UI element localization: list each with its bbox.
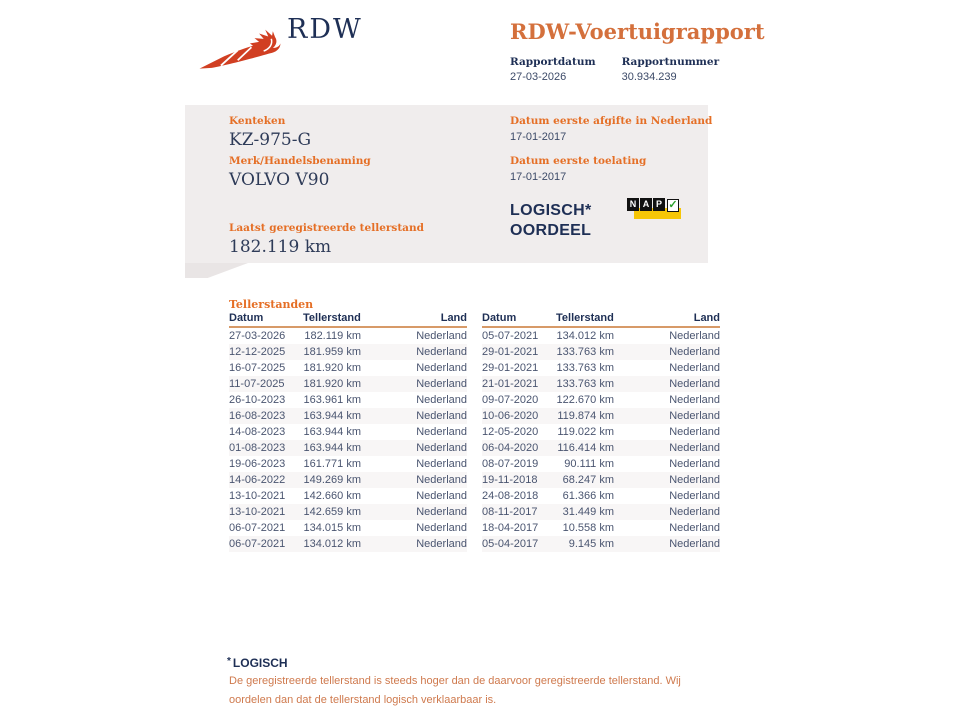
kenteken-field xyxy=(229,115,311,150)
cell-tellerstand-value: 122.670 km xyxy=(556,394,614,406)
merk-field xyxy=(229,155,371,190)
cell-tellerstand-value: 134.012 km xyxy=(303,538,361,550)
footnote-heading xyxy=(227,656,288,670)
cell-tellerstand-value: 133.763 km xyxy=(556,378,614,390)
column-header-tellerstand: Tellerstand xyxy=(556,312,614,324)
cell-tellerstand xyxy=(556,458,648,470)
cell-tellerstand-value: 182.119 km xyxy=(304,330,361,342)
cell-land: Nederland xyxy=(416,458,467,470)
cell-land: Nederland xyxy=(669,538,720,550)
cell-tellerstand xyxy=(556,474,648,486)
nap-letter-n: N xyxy=(627,198,639,211)
cell-land: Nederland xyxy=(669,346,720,358)
cell-land: Nederland xyxy=(669,410,720,422)
table-row xyxy=(229,360,467,376)
cell-tellerstand-value: 134.012 km xyxy=(556,330,614,342)
cell-tellerstand-value: 163.944 km xyxy=(303,410,361,422)
footnote-title: LOGISCH xyxy=(232,656,288,670)
cell-tellerstand xyxy=(556,346,648,358)
cell-datum: 26-10-2023 xyxy=(229,394,286,406)
table-row xyxy=(482,456,720,472)
table-row xyxy=(482,472,720,488)
afgifte-field xyxy=(510,115,712,143)
cell-tellerstand-value: 10.558 km xyxy=(562,522,614,534)
cell-tellerstand xyxy=(556,410,648,422)
merk-value: VOLVO V90 xyxy=(229,170,330,190)
cell-land: Nederland xyxy=(416,378,467,390)
cell-land: Nederland xyxy=(416,506,467,518)
cell-datum: 08-07-2019 xyxy=(482,458,539,470)
cell-tellerstand xyxy=(556,442,648,454)
report-date-value: 27-03-2026 xyxy=(510,71,567,83)
cell-land: Nederland xyxy=(669,378,720,390)
cell-land: Nederland xyxy=(416,362,467,374)
report-meta xyxy=(510,56,719,83)
table-row xyxy=(229,392,467,408)
tellerstand-value: 182.119 km xyxy=(229,237,332,257)
cell-datum: 01-08-2023 xyxy=(229,442,286,454)
toelating-label: Datum eerste toelating xyxy=(510,155,647,167)
cell-tellerstand-value: 163.961 km xyxy=(303,394,361,406)
verdict-line1: LOGISCH* xyxy=(510,202,592,219)
table-row xyxy=(229,408,467,424)
cell-land: Nederland xyxy=(669,426,720,438)
cell-land: Nederland xyxy=(669,442,720,454)
cell-tellerstand-value: 161.771 km xyxy=(303,458,361,470)
cell-land: Nederland xyxy=(669,330,720,342)
cell-land: Nederland xyxy=(416,522,467,534)
cell-land: Nederland xyxy=(669,522,720,534)
table-row xyxy=(482,360,720,376)
cell-tellerstand xyxy=(303,426,395,438)
table-row xyxy=(482,440,720,456)
cell-tellerstand xyxy=(303,394,395,406)
cell-tellerstand xyxy=(303,538,395,550)
cell-tellerstand-value: 181.959 km xyxy=(303,346,361,358)
table-row xyxy=(482,392,720,408)
cell-tellerstand-value: 133.763 km xyxy=(556,346,614,358)
cell-land: Nederland xyxy=(416,490,467,502)
cell-land: Nederland xyxy=(416,442,467,454)
cell-land: Nederland xyxy=(416,474,467,486)
page-title: RDW-Voertuigrapport xyxy=(510,19,765,44)
tellerstanden-heading: Tellerstanden xyxy=(229,298,314,311)
panel-angled-corner xyxy=(185,263,248,278)
table-header-row xyxy=(229,312,467,328)
table-row xyxy=(482,328,720,344)
rdw-wing-icon xyxy=(198,24,282,72)
cell-tellerstand-value: 163.944 km xyxy=(303,442,361,454)
cell-tellerstand xyxy=(556,330,648,342)
footnote-text: De geregistreerde tellerstand is steeds hoger dan de daarvoor geregistreerde tellerstand. Wij oordelen dan dat de tellerstand logisch verklaarbaar is. xyxy=(229,675,681,706)
cell-datum: 16-08-2023 xyxy=(229,410,286,422)
table-body-right xyxy=(482,328,720,552)
cell-datum: 21-01-2021 xyxy=(482,378,539,390)
cell-land: Nederland xyxy=(669,394,720,406)
report-number-value: 30.934.239 xyxy=(621,71,677,83)
cell-datum: 06-04-2020 xyxy=(482,442,539,454)
cell-datum: 05-07-2021 xyxy=(482,330,539,342)
table-body-left xyxy=(229,328,467,552)
verdict-line2: OORDEEL xyxy=(510,222,592,239)
table-row xyxy=(229,520,467,536)
cell-tellerstand-value: 119.874 km xyxy=(557,410,614,422)
table-header-row xyxy=(482,312,720,328)
nap-check-icon: ✓ xyxy=(668,199,678,211)
cell-land: Nederland xyxy=(669,458,720,470)
merk-label: Merk/Handelsbenaming xyxy=(229,155,371,167)
table-row xyxy=(229,472,467,488)
footnote-asterisk: * xyxy=(227,656,231,667)
rdw-logo-text: RDW xyxy=(287,14,363,45)
cell-datum: 29-01-2021 xyxy=(482,362,539,374)
cell-tellerstand xyxy=(303,378,395,390)
kenteken-value: KZ-975-G xyxy=(229,130,312,150)
cell-datum: 12-12-2025 xyxy=(229,346,286,358)
column-header-tellerstand: Tellerstand xyxy=(303,312,361,324)
table-row xyxy=(482,344,720,360)
cell-datum: 14-06-2022 xyxy=(229,474,286,486)
tellerstanden-tables xyxy=(229,312,720,552)
cell-tellerstand xyxy=(556,506,648,518)
nap-letter-a: A xyxy=(640,198,652,211)
table-row xyxy=(229,328,467,344)
table-row xyxy=(229,456,467,472)
cell-tellerstand xyxy=(303,458,395,470)
tellerstand-field xyxy=(229,222,424,257)
verdict-text xyxy=(510,201,592,241)
cell-land: Nederland xyxy=(416,394,467,406)
cell-tellerstand-value: 119.022 km xyxy=(557,426,614,438)
cell-tellerstand xyxy=(303,522,395,534)
cell-land: Nederland xyxy=(416,330,467,342)
cell-datum: 11-07-2025 xyxy=(229,378,285,390)
cell-datum: 14-08-2023 xyxy=(229,426,286,438)
cell-tellerstand-value: 142.659 km xyxy=(303,506,361,518)
cell-datum: 16-07-2025 xyxy=(229,362,286,374)
cell-tellerstand-value: 133.763 km xyxy=(556,362,614,374)
cell-tellerstand-value: 181.920 km xyxy=(303,362,361,374)
cell-tellerstand xyxy=(303,362,395,374)
cell-land: Nederland xyxy=(416,538,467,550)
table-row xyxy=(229,504,467,520)
cell-datum: 06-07-2021 xyxy=(229,538,286,550)
table-row xyxy=(482,376,720,392)
cell-land: Nederland xyxy=(669,490,720,502)
cell-tellerstand xyxy=(556,378,648,390)
report-date-field xyxy=(510,56,596,83)
cell-tellerstand xyxy=(303,442,395,454)
table-row xyxy=(482,408,720,424)
cell-tellerstand-value: 9.145 km xyxy=(568,538,614,550)
cell-datum: 08-11-2017 xyxy=(482,506,538,518)
cell-land: Nederland xyxy=(416,346,467,358)
column-header-land: Land xyxy=(440,312,467,324)
cell-datum: 24-08-2018 xyxy=(482,490,539,502)
toelating-value: 17-01-2017 xyxy=(510,171,567,183)
cell-tellerstand-value: 181.920 km xyxy=(303,378,361,390)
cell-tellerstand xyxy=(303,474,395,486)
cell-tellerstand xyxy=(556,522,648,534)
cell-datum: 05-04-2017 xyxy=(482,538,539,550)
cell-tellerstand xyxy=(303,410,395,422)
cell-datum: 09-07-2020 xyxy=(482,394,539,406)
tellerstanden-table-right xyxy=(482,312,720,552)
cell-datum: 19-06-2023 xyxy=(229,458,286,470)
cell-datum: 13-10-2021 xyxy=(229,506,286,518)
table-row xyxy=(229,344,467,360)
table-row xyxy=(229,440,467,456)
column-header-land: Land xyxy=(693,312,720,324)
cell-tellerstand xyxy=(303,506,395,518)
cell-tellerstand xyxy=(556,490,648,502)
cell-tellerstand-value: 31.449 km xyxy=(562,506,614,518)
cell-datum: 29-01-2021 xyxy=(482,346,539,358)
column-header-datum: Datum xyxy=(229,312,264,324)
cell-land: Nederland xyxy=(669,474,720,486)
cell-tellerstand-value: 142.660 km xyxy=(303,490,361,502)
toelating-field xyxy=(510,155,646,183)
table-row xyxy=(482,520,720,536)
cell-tellerstand xyxy=(303,490,395,502)
cell-datum: 18-04-2017 xyxy=(482,522,539,534)
cell-tellerstand xyxy=(303,346,395,358)
table-row xyxy=(229,424,467,440)
nap-logo-icon xyxy=(627,198,683,222)
report-number-field xyxy=(622,56,720,83)
cell-tellerstand xyxy=(556,362,648,374)
kenteken-label: Kenteken xyxy=(229,115,286,127)
table-row xyxy=(229,536,467,552)
cell-datum: 27-03-2026 xyxy=(229,330,286,342)
cell-datum: 19-11-2018 xyxy=(482,474,538,486)
cell-land: Nederland xyxy=(416,410,467,422)
cell-tellerstand xyxy=(556,394,648,406)
cell-datum: 10-06-2020 xyxy=(482,410,539,422)
cell-tellerstand-value: 163.944 km xyxy=(303,426,361,438)
cell-tellerstand-value: 116.414 km xyxy=(557,442,614,454)
tellerstanden-table-left xyxy=(229,312,467,552)
cell-land: Nederland xyxy=(669,506,720,518)
cell-datum: 12-05-2020 xyxy=(482,426,539,438)
cell-tellerstand xyxy=(303,330,395,342)
table-row xyxy=(482,504,720,520)
tellerstand-label: Laatst geregistreerde tellerstand xyxy=(229,222,424,234)
cell-datum: 13-10-2021 xyxy=(229,490,286,502)
cell-tellerstand xyxy=(556,538,648,550)
table-row xyxy=(229,376,467,392)
nap-letter-p: P xyxy=(653,198,665,211)
table-row xyxy=(482,536,720,552)
afgifte-value: 17-01-2017 xyxy=(510,131,567,143)
cell-tellerstand-value: 134.015 km xyxy=(303,522,361,534)
cell-datum: 06-07-2021 xyxy=(229,522,286,534)
report-date-label: Rapportdatum xyxy=(510,56,596,68)
table-row xyxy=(482,488,720,504)
cell-tellerstand-value: 149.269 km xyxy=(303,474,361,486)
cell-tellerstand-value: 90.111 km xyxy=(564,458,614,470)
cell-tellerstand-value: 68.247 km xyxy=(562,474,614,486)
cell-tellerstand xyxy=(556,426,648,438)
table-row xyxy=(482,424,720,440)
report-number-label: Rapportnummer xyxy=(621,56,720,68)
table-row xyxy=(229,488,467,504)
cell-land: Nederland xyxy=(669,362,720,374)
cell-tellerstand-value: 61.366 km xyxy=(562,490,614,502)
column-header-datum: Datum xyxy=(482,312,517,324)
cell-land: Nederland xyxy=(416,426,467,438)
afgifte-label: Datum eerste afgifte in Nederland xyxy=(510,115,713,127)
